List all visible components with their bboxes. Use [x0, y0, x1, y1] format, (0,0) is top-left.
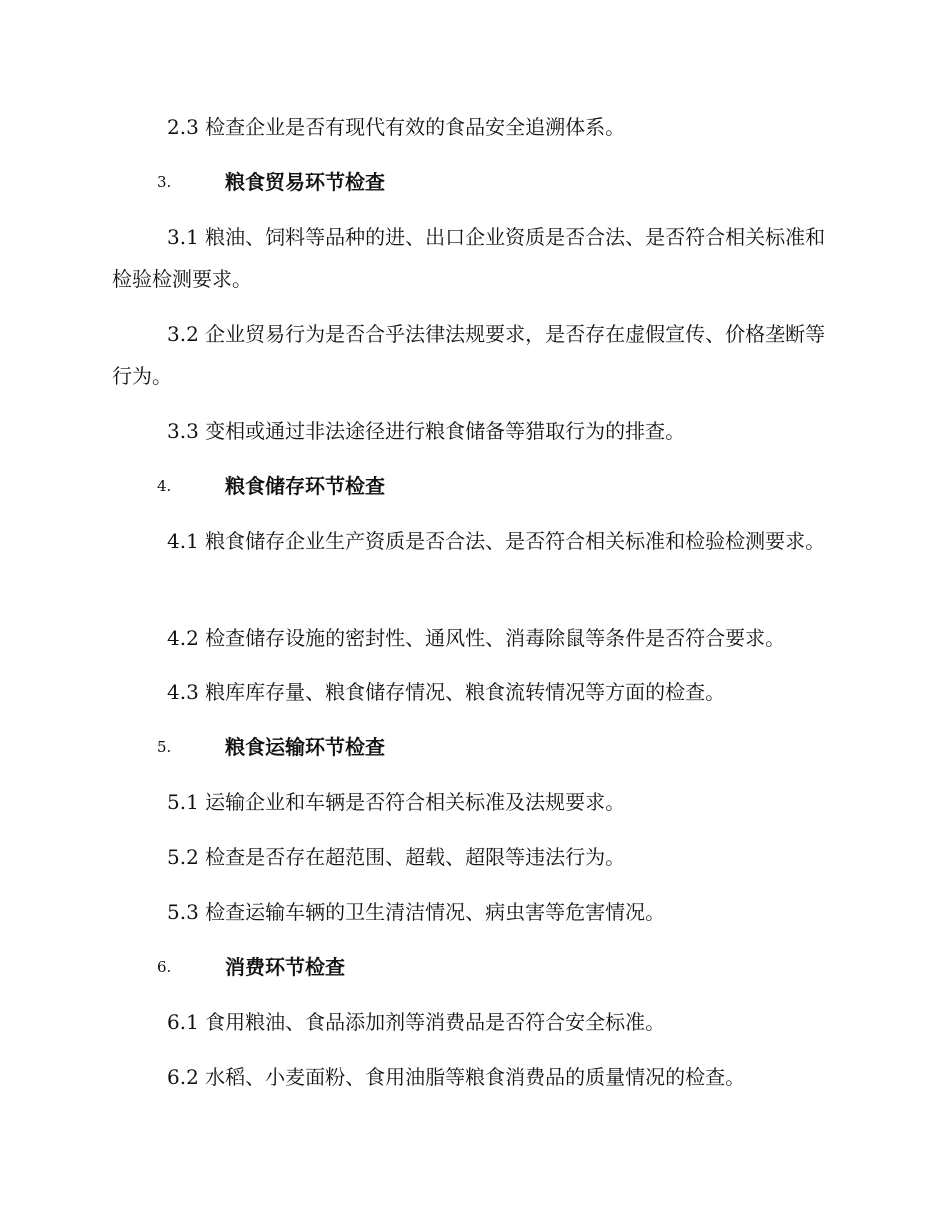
- paragraph-4-3: 4.3 粮库库存量、粮食储存情况、粮食流转情况等方面的检查。: [167, 680, 726, 704]
- section-number: 3.: [157, 173, 172, 191]
- section-heading-4: [0, 465, 950, 507]
- paragraph-5-1: 5.1 运输企业和车辆是否符合相关标准及法规要求。: [167, 790, 626, 814]
- section-number: 6.: [157, 958, 172, 976]
- paragraph-5-2: 5.2 检查是否存在超范围、超载、超限等违法行为。: [167, 845, 626, 869]
- paragraph-4-1: 4.1 粮食储存企业生产资质是否合法、是否符合相关标准和检验检测要求。: [167, 529, 826, 553]
- section-heading-6: [0, 946, 950, 988]
- section-number: 4.: [157, 477, 172, 495]
- paragraph-5-3: 5.3 检查运输车辆的卫生清洁情况、病虫害等危害情况。: [167, 900, 666, 924]
- paragraph-4-2: 4.2 检查储存设施的密封性、通风性、消毒除鼠等条件是否符合要求。: [167, 626, 786, 650]
- section-heading-3: [0, 161, 950, 203]
- paragraph-2-3: 2.3 检查企业是否有现代有效的食品安全追溯体系。: [167, 115, 626, 139]
- section-number: 5.: [157, 738, 172, 756]
- section-heading-5: [0, 726, 950, 768]
- section-title: 粮食贸易环节检查: [225, 170, 385, 194]
- paragraph-3-2: 3.2 企业贸易行为是否合乎法律法规要求，是否存在虚假宣传、价格垄断等行为。: [112, 322, 826, 388]
- section-title: 粮食运输环节检查: [225, 735, 385, 759]
- paragraph-3-1: 3.1 粮油、饲料等品种的进、出口企业资质是否合法、是否符合相关标准和检验检测要求。: [112, 225, 826, 291]
- section-title: 消费环节检查: [225, 955, 345, 979]
- section-title: 粮食储存环节检查: [225, 474, 385, 498]
- paragraph-6-1: 6.1 食用粮油、食品添加剂等消费品是否符合安全标准。: [167, 1010, 666, 1034]
- paragraph-6-2: 6.2 水稻、小麦面粉、食用油脂等粮食消费品的质量情况的检查。: [167, 1065, 746, 1089]
- paragraph-3-3: 3.3 变相或通过非法途径进行粮食储备等猎取行为的排查。: [167, 419, 686, 443]
